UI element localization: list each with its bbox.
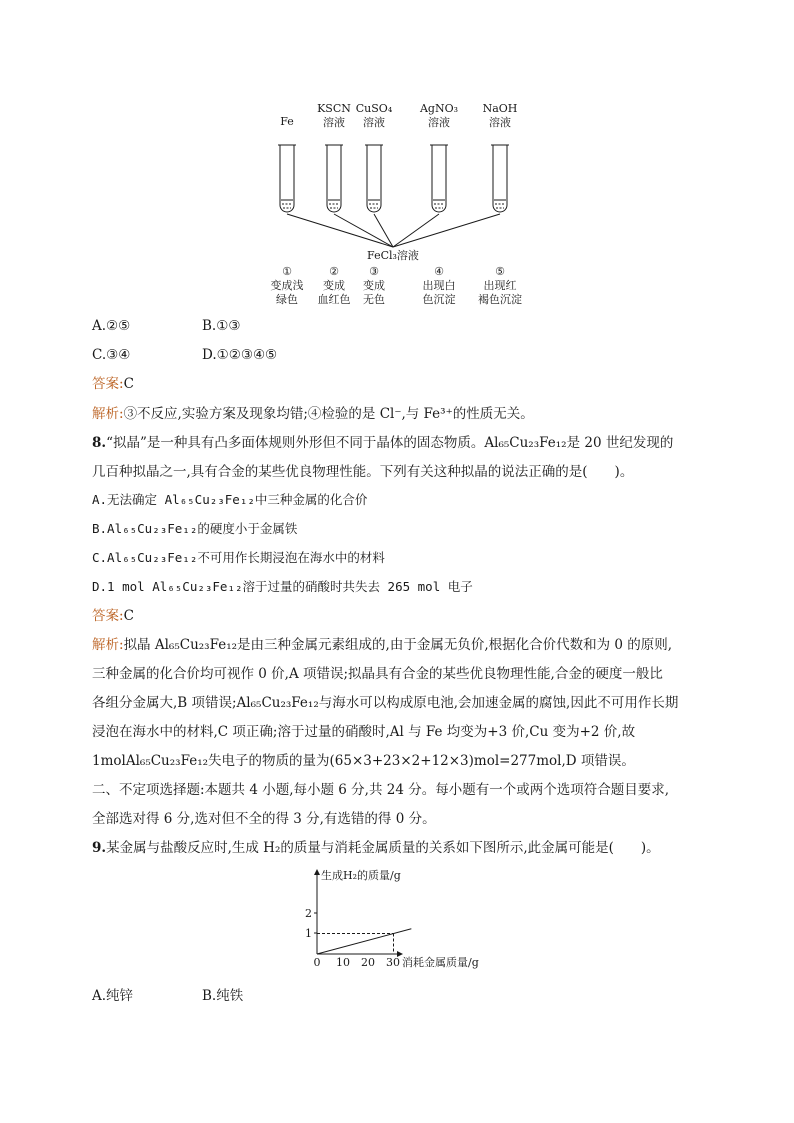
section2-line1: 二、不定项选择题:本题共 4 小题,每小题 6 分,共 24 分。每小题有一个或两个选项符合题目要求, (92, 782, 670, 798)
reagent-5-line1: NaOH (482, 102, 518, 115)
analysis-label: 解析: (92, 637, 124, 653)
result-5-line2: 褐色沉淀 (478, 293, 522, 306)
result-2-line1: 变成 (323, 279, 345, 292)
q7-options-row1 (92, 316, 241, 336)
y-axis-label: 生成H₂的质量/g (321, 869, 401, 882)
q8-stem-text1: “拟晶”是一种具有凸多面体规则外形但不同于晶体的固态物质。Al₆₅Cu₂₃Fe₁₂是 20 世纪发现的 (106, 435, 674, 451)
q8-option-a: A.无法确定 Al₆₅Cu₂₃Fe₁₂中三种金属的化合价 (92, 492, 368, 507)
reagent-3-line2: 溶液 (363, 116, 385, 129)
result-3-line1: 变成 (363, 279, 385, 292)
x-axis-label: 消耗金属质量/g (402, 956, 479, 969)
q8-analysis-line3: 各组分金属大,B 项错误;Al₆₅Cu₂₃Fe₁₂与海水可以构成原电池,会加速金属的腐蚀,因此不可用作长期 (92, 695, 679, 711)
answer-label: 答案: (92, 608, 124, 624)
reagent-1-line1: Fe (280, 115, 294, 128)
result-1-line1: 变成浅 (270, 279, 304, 292)
result-4-num: ④ (434, 265, 444, 278)
q8-option-b: B.Al₆₅Cu₂₃Fe₁₂的硬度小于金属铁 (92, 521, 298, 536)
q8-option-c: C.Al₆₅Cu₂₃Fe₁₂不可用作长期浸泡在海水中的材料 (92, 550, 385, 565)
h2-mass-chart (0, 862, 794, 992)
result-1-num: ① (282, 265, 292, 278)
q8-analysis-line1 (92, 635, 672, 655)
result-4-line1: 出现白 (422, 279, 456, 292)
reagent-4-line2: 溶液 (428, 116, 450, 129)
reagent-2-line2: 溶液 (323, 116, 345, 129)
result-5-line1: 出现红 (483, 279, 517, 292)
result-3-num: ③ (369, 265, 379, 278)
q8-analysis-line5: 1molAl₆₅Cu₂₃Fe₁₂失电子的物质的量为(65×3+23×2+12×3)mol=277mol,D 项错误。 (92, 753, 635, 769)
answer-value: C (123, 608, 134, 624)
test-tube-4 (430, 145, 448, 212)
test-tube-3 (365, 145, 383, 212)
test-tube-figure (0, 0, 794, 320)
converging-lines (287, 214, 500, 247)
fecl3-label: FeCl₃溶液 (367, 249, 419, 262)
q8-stem-line2: 几百种拟晶之一,具有合金的某些优良物理性能。下列有关这种拟晶的说法正确的是( )。 (92, 464, 634, 480)
q8-stem-line1 (92, 433, 673, 453)
q9-options (92, 986, 244, 1006)
test-tube-1 (278, 145, 296, 212)
result-5-num: ⑤ (495, 265, 505, 278)
q9-option-b: B.纯铁 (202, 988, 244, 1004)
answer-value: C (123, 376, 134, 392)
analysis-label: 解析: (92, 406, 124, 422)
q8-analysis-line4: 浸泡在海水中的材料,C 项正确;溶于过量的硝酸时,Al 与 Fe 均变为+3 价,Cu 变为+2 价,故 (92, 724, 636, 740)
result-4-line2: 色沉淀 (422, 293, 456, 306)
result-1-line2: 绿色 (276, 293, 298, 306)
section2-line2: 全部选对得 6 分,选对但不全的得 3 分,有选错的得 0 分。 (92, 811, 436, 827)
reagent-3-line1: CuSO₄ (355, 102, 393, 115)
x-tick-0: 0 (313, 956, 321, 969)
analysis-text: ③不反应,实验方案及现象均错;④检验的是 Cl⁻,与 Fe³⁺的性质无关。 (123, 406, 534, 422)
result-2-line2: 血红色 (317, 293, 351, 306)
y-tick-1: 1 (305, 927, 312, 940)
reagent-4-line1: AgNO₃ (419, 102, 459, 115)
test-tube-5 (491, 145, 509, 212)
data-line (317, 929, 411, 954)
q9-stem-text: 某金属与盐酸反应时,生成 H₂的质量与消耗金属质量的关系如下图所示,此金属可能是( )。 (106, 840, 660, 856)
x-tick-10: 10 (336, 956, 350, 969)
q7-option-b: B.①③ (202, 318, 241, 334)
q7-option-c: C.③④ (92, 347, 131, 363)
q7-option-d: D.①②③④⑤ (202, 347, 278, 363)
q7-options-row2 (92, 345, 278, 365)
reagent-2-line1: KSCN (317, 102, 351, 115)
q7-answer (92, 374, 134, 394)
analysis-text: 拟晶 Al₆₅Cu₂₃Fe₁₂是由三种金属元素组成的,由于金属无负价,根据化合价代数和为 0 的原则, (123, 637, 673, 653)
q9-option-a: A.纯锌 (92, 988, 134, 1004)
result-2-num: ② (329, 265, 339, 278)
q9-number: 9. (92, 840, 107, 856)
x-tick-30: 30 (386, 956, 400, 969)
test-tube-2 (325, 145, 343, 212)
reagent-5-line2: 溶液 (489, 116, 511, 129)
q9-stem (92, 838, 660, 858)
q7-analysis (92, 404, 534, 424)
x-tick-20: 20 (361, 956, 375, 969)
y-tick-2: 2 (305, 907, 312, 920)
answer-label: 答案: (92, 376, 124, 392)
q8-answer (92, 606, 134, 626)
result-3-line2: 无色 (363, 293, 385, 306)
q8-analysis-line2: 三种金属的化合价均可视作 0 价,A 项错误;拟晶具有合金的某些优良物理性能,合金的硬度一般比 (92, 666, 663, 682)
q8-option-d: D.1 mol Al₆₅Cu₂₃Fe₁₂溶于过量的硝酸时共失去 265 mol 电子 (92, 579, 473, 594)
q8-number: 8. (92, 435, 107, 451)
q7-option-a: A.②⑤ (92, 318, 131, 334)
